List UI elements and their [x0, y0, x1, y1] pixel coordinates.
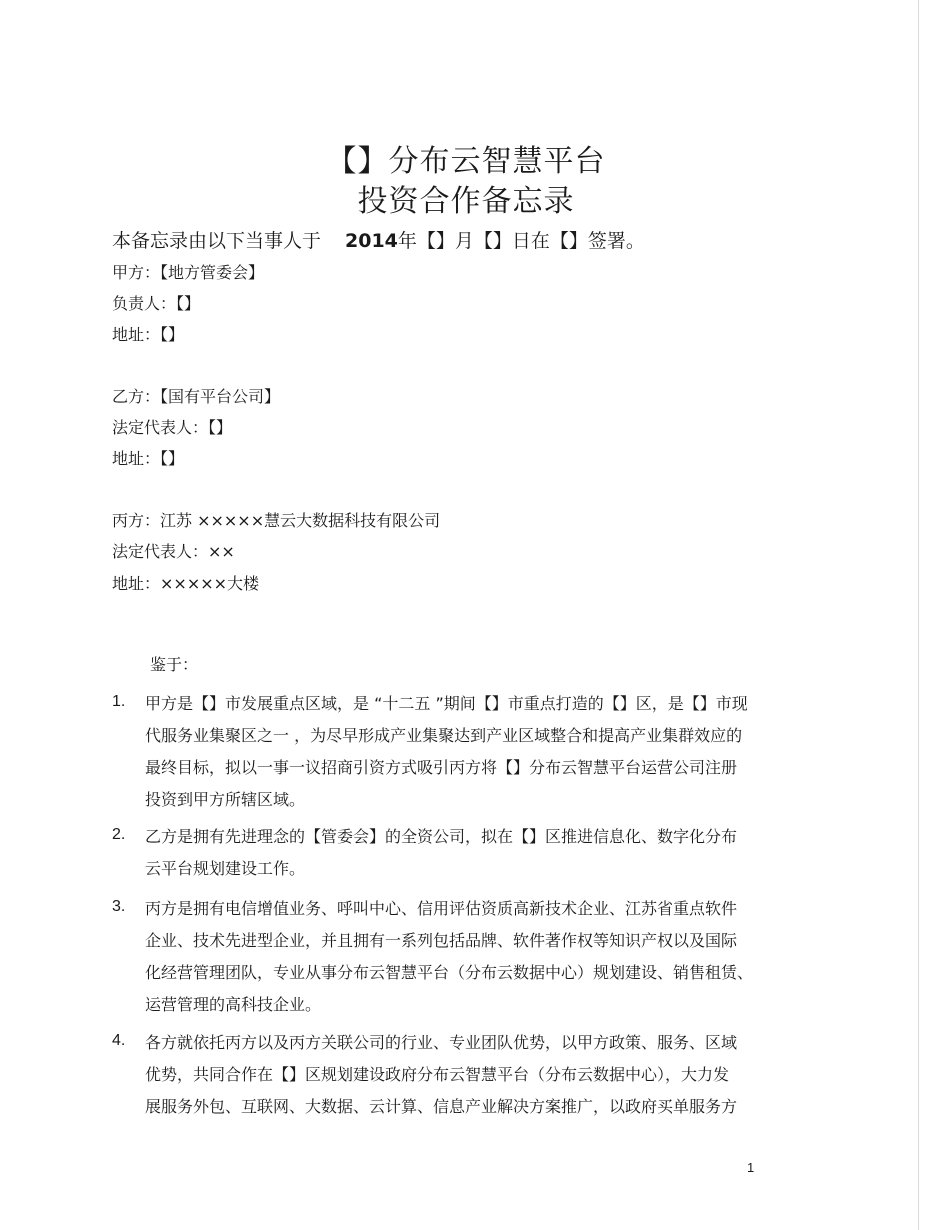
party-c-address: 地址：×××××大楼 [112, 574, 260, 593]
list-item-line: 企业、技术先进型企业，并且拥有一系列包括品牌、软件著作权等知识产权以及国际 [145, 931, 738, 950]
list-item-text [145, 693, 815, 821]
list-item-line: 优势，共同合作在【】区规划建设政府分布云智慧平台（分布云数据中心），大力发 [145, 1065, 730, 1084]
party-c-name: 丙方：江苏 ×××××慧云大数据科技有限公司 [112, 511, 441, 530]
whereas-heading: 鉴于： [150, 655, 199, 674]
list-item-line: 投资到甲方所辖区域。 [145, 790, 306, 809]
list-item-text [145, 1032, 815, 1128]
party-a-address: 地址：【】 [112, 325, 185, 344]
intro-year: 2014 [345, 230, 398, 252]
list-item-text [145, 826, 815, 890]
list-item-line: 乙方是拥有先进理念的【管委会】的全资公司，拟在【】区推进信息化、数字化分布 [145, 827, 738, 846]
list-item-line: 丙方是拥有电信增值业务、呼叫中心、信用评估资质高新技术企业、江苏省重点软件 [145, 899, 738, 918]
list-item-line: 最终目标，拟以一事一议招商引资方式吸引丙方将【】分布云智慧平台运营公司注册 [145, 758, 738, 777]
page-number: 1 [747, 1160, 755, 1175]
list-item-line: 运营管理的高科技企业。 [145, 995, 322, 1014]
party-b-person: 法定代表人：【】 [112, 418, 233, 437]
list-item-number: 1. [112, 693, 126, 710]
document-title-line-1: 【】分布云智慧平台 [326, 144, 606, 179]
list-item-line: 各方就依托丙方以及丙方关联公司的行业、专业团队优势，以甲方政策、服务、区域 [145, 1033, 738, 1052]
list-item-line: 甲方是【】市发展重点区域，是 “十二五 ”期间【】市重点打造的【】区，是【】市现 [145, 694, 748, 713]
party-a-name: 甲方：【地方管委会】 [112, 263, 265, 282]
list-item-line: 代服务业集聚区之一 ，为尽早形成产业集聚达到产业区域整合和提高产业集群效应的 [145, 726, 743, 745]
party-c-person: 法定代表人：×× [112, 542, 235, 561]
document-title-line-2: 投资合作备忘录 [357, 184, 575, 219]
list-item-text [145, 898, 815, 1026]
list-item-line: 云平台规划建设工作。 [145, 859, 306, 878]
intro-before: 本备忘录由以下当事人于 [112, 230, 322, 252]
list-item-number: 3. [112, 898, 126, 915]
intro-after: 年【】月【】日在【】签署。 [397, 230, 645, 252]
party-b-name: 乙方：【国有平台公司】 [112, 387, 281, 406]
list-item-line: 展服务外包、互联网、大数据、云计算、信息产业解决方案推广，以政府买单服务方 [145, 1097, 738, 1116]
party-a-person: 负责人：【】 [112, 294, 201, 313]
intro-sentence [112, 226, 645, 253]
list-item-number: 2. [112, 826, 126, 843]
list-item-number: 4. [112, 1032, 126, 1049]
list-item-line: 化经营管理团队，专业从事分布云智慧平台（分布云数据中心）规划建设、销售租赁、 [145, 963, 754, 982]
party-b-address: 地址：【】 [112, 449, 185, 468]
